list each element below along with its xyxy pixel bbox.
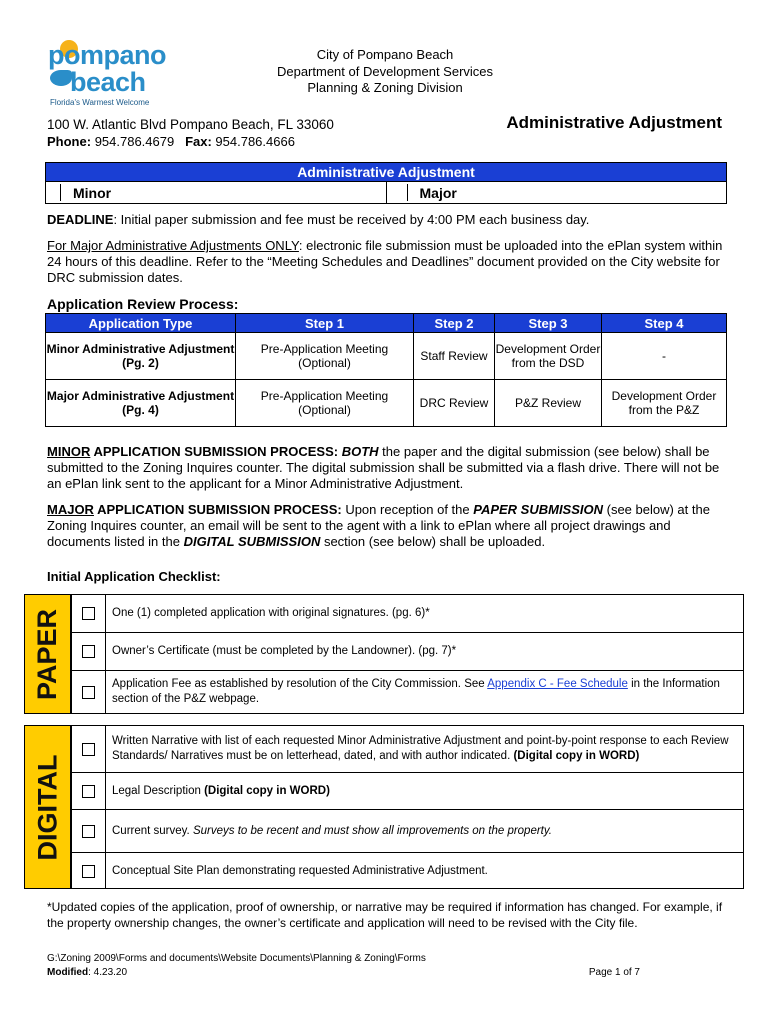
digital-item-1-checkbox[interactable] [71, 726, 106, 772]
review-process-table [45, 313, 727, 427]
fax-label: Fax: [185, 134, 212, 149]
list-item [71, 852, 743, 889]
digital-checklist [70, 725, 744, 889]
major-submission-process [47, 502, 727, 550]
modified-label: Modified [47, 967, 89, 978]
digital-label-text: DIGITAL [32, 754, 63, 860]
digital-item-2-checkbox[interactable] [71, 773, 106, 809]
paper-item-2-checkbox[interactable] [71, 633, 106, 670]
table-cell: Pre-Application Meeting (Optional) [236, 333, 414, 380]
paper-item-3-text-post: in the Information section of the P&Z webpage. [112, 678, 720, 705]
major-process-body3: section (see below) shall be uploaded. [320, 534, 546, 549]
list-item [71, 772, 743, 809]
col-step2: Step 2 [414, 314, 495, 333]
minor-process-label-u: MINOR [47, 444, 91, 459]
table-cell: Staff Review [414, 333, 495, 380]
col-step3: Step 3 [495, 314, 602, 333]
fee-schedule-link[interactable]: Appendix C - Fee Schedule [487, 678, 628, 690]
table-cell: Development Order from the DSD [495, 333, 602, 380]
checklist-title: Initial Application Checklist: [47, 569, 221, 584]
paper-item-1-checkbox[interactable] [71, 595, 106, 632]
phone-fax [47, 134, 295, 149]
logo-text-beach: beach [70, 67, 146, 97]
major-process-digital: DIGITAL SUBMISSION [183, 534, 321, 549]
table-row [46, 333, 727, 380]
digital-section-label [24, 725, 72, 889]
minor-option[interactable] [46, 182, 386, 203]
major-eplan-note [47, 238, 727, 286]
phone-label: Phone: [47, 134, 92, 149]
major-note-body: : electronic file submission must be uploaded into the ePlan system within 24 hours of this deadline. Refer to the “Meeting Schedules and Deadlines” document provided on the City website for DRC submission dates. [47, 238, 723, 285]
list-item [71, 809, 743, 852]
division-name: Planning & Zoning Division [307, 80, 463, 95]
list-item [71, 670, 743, 713]
major-process-label: APPLICATION SUBMISSION PROCESS: [93, 502, 342, 517]
document-title: Administrative Adjustment [506, 113, 722, 132]
table-cell: Major Administrative Adjustment (Pg. 4) [46, 380, 236, 427]
city-name: City of Pompano Beach [316, 47, 454, 62]
digital-item-2-text: Legal Description [112, 784, 205, 797]
major-process-body2: (see below) at the Zoning Inquires counter, an email will be sent to the agent with a link to ePlan where all project drawings and documents listed in the [47, 502, 710, 549]
minor-checkbox[interactable] [46, 184, 61, 201]
paper-item-3-checkbox[interactable] [71, 671, 106, 713]
paper-item-3-text: Application Fee as established by resolution of the City Commission. See [112, 678, 488, 690]
modified-value: : 4.23.20 [88, 967, 128, 978]
paper-item-1-text: One (1) completed application with original signatures. (pg. 6)* [112, 607, 430, 619]
phone-number: 954.786.4679 [94, 134, 175, 149]
table-cell: P&Z Review [495, 380, 602, 427]
logo-tagline: Florida's Warmest Welcome [50, 98, 150, 107]
major-option[interactable] [386, 182, 727, 203]
table-cell: Development Order from the P&Z [602, 380, 727, 427]
fax-number: 954.786.4666 [215, 134, 295, 149]
table-cell: - [602, 333, 727, 380]
minor-submission-process [47, 444, 727, 492]
adjustment-type-selector [45, 162, 727, 204]
table-cell: Pre-Application Meeting (Optional) [236, 380, 414, 427]
col-step4: Step 4 [602, 314, 727, 333]
digital-item-1-text: Written Narrative with list of each requested Minor Administrative Adjustment and point-by-point response to each Review Standards/ Narratives must be on letterhead, dated, and with author indicated. [112, 735, 729, 762]
department-name: Department of Development Services [276, 64, 494, 79]
deadline-label: DEADLINE [47, 212, 114, 227]
major-process-body1: Upon reception of the [341, 502, 474, 517]
logo-text-pompano: pompano [48, 40, 166, 70]
paper-item-2-text: Owner’s Certificate (must be completed by the Landowner). (pg. 7)* [112, 645, 457, 657]
col-application-type: Application Type [46, 314, 236, 333]
digital-item-4-checkbox[interactable] [71, 853, 106, 889]
selector-header: Administrative Adjustment [46, 163, 726, 181]
footnote: *Updated copies of the application, proof of ownership, or narrative may be required if information has changed. For example, if the property ownership changes, the owner’s certificate and application will need to be revised with the City file. [47, 900, 723, 930]
digital-item-1-bold: (Digital copy in WORD) [513, 750, 640, 762]
major-process-label-u: MAJOR [47, 502, 94, 517]
digital-item-2-bold: (Digital copy in WORD) [204, 784, 330, 797]
digital-item-3-italic: Surveys to be recent and must show all improvements on the property. [192, 824, 552, 837]
table-cell: Minor Administrative Adjustment (Pg. 2) [46, 333, 236, 380]
minor-process-body: the paper and the digital submission (see below) shall be submitted to the Zoning Inquires counter. The digital submission shall be submitted via a flash drive. There will not be an ePlan link sent to the applicant for a Minor Administrative Adjustment. [47, 444, 720, 491]
list-item [71, 726, 743, 772]
fish-logo-icon [50, 70, 72, 86]
paper-section-label [24, 594, 72, 714]
paper-label-text: PAPER [32, 608, 63, 700]
page-number: Page 1 of 7 [588, 967, 640, 978]
deadline-text [47, 212, 727, 228]
modified-date [47, 967, 127, 978]
review-process-title: Application Review Process: [47, 296, 239, 312]
table-row [46, 380, 727, 427]
col-step1: Step 1 [236, 314, 414, 333]
list-item [71, 632, 743, 670]
address: 100 W. Atlantic Blvd Pompano Beach, FL 33060 [47, 117, 334, 132]
major-process-paper: PAPER SUBMISSION [473, 502, 604, 517]
major-only-label: For Major Administrative Adjustments ONLY [47, 238, 299, 253]
digital-item-3-text: Current survey. [112, 824, 193, 837]
table-cell: DRC Review [414, 380, 495, 427]
major-label: Major [419, 184, 457, 201]
paper-checklist [70, 594, 744, 714]
file-path: G:\Zoning 2009\Forms and documents\Website Documents\Planning & Zoning\Forms [47, 953, 426, 964]
minor-process-both: BOTH [341, 444, 379, 459]
digital-item-4-text: Conceptual Site Plan demonstrating requested Administrative Adjustment. [112, 864, 488, 877]
deadline-body: : Initial paper submission and fee must be received by 4:00 PM each business day. [113, 212, 590, 227]
digital-item-3-checkbox[interactable] [71, 810, 106, 852]
minor-label: Minor [73, 184, 112, 201]
list-item [71, 595, 743, 632]
major-checkbox[interactable] [387, 184, 408, 201]
minor-process-label: APPLICATION SUBMISSION PROCESS: [90, 444, 339, 459]
